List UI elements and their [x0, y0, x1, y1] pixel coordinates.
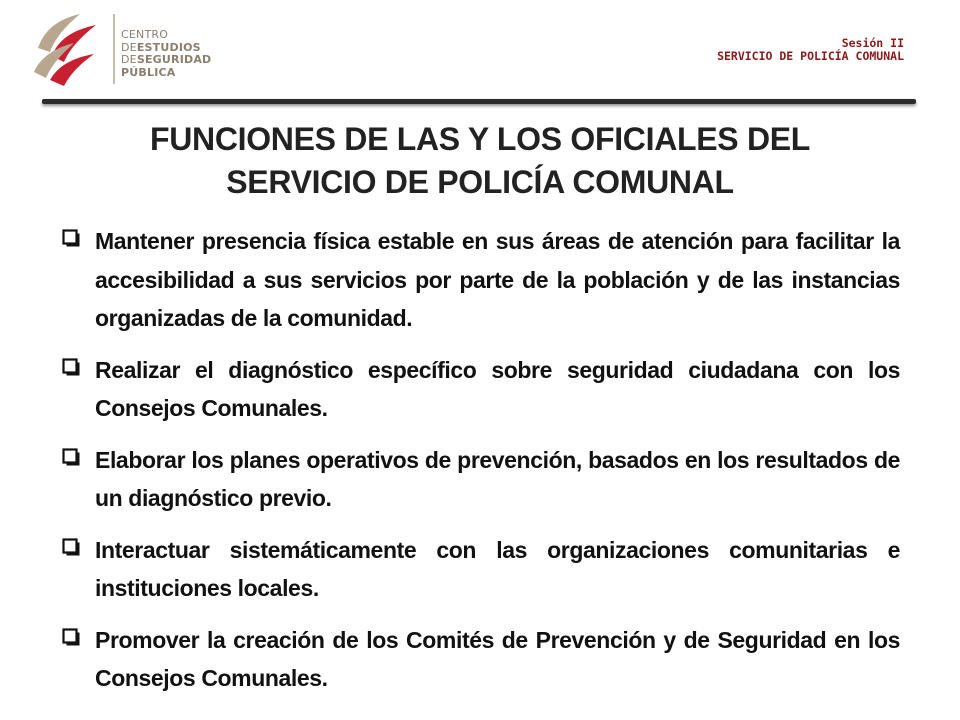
page-title-line-1: FUNCIONES DE LAS Y LOS OFICIALES DEL: [149, 121, 811, 157]
list-item: [62, 351, 900, 428]
list-item: [62, 441, 900, 518]
institution-logo: [28, 10, 228, 90]
list-item-text: Elaborar los planes operativos de prevención, basados en los resultados de un diagnóstico previo.: [95, 446, 900, 511]
logo-line-estudios: ESTUDIOS: [136, 40, 201, 54]
list-item: [62, 621, 900, 698]
session-label: Sesión II: [841, 36, 904, 50]
checkbox-bullet-icon: [62, 628, 80, 646]
list-item-text: Mantener presencia física estable en sus áreas de atención para facilitar la accesibilidad a sus servicios por parte de la población y de las instancias organizadas de la comunidad.: [95, 228, 900, 331]
checkbox-bullet-icon: [62, 538, 80, 556]
list-item-text: Interactuar sistemáticamente con las organizaciones comunitarias e instituciones locales.: [95, 536, 900, 601]
header-divider: [42, 99, 916, 104]
logo-line-de-1: DE: [121, 40, 137, 54]
logo-line-centro: CENTRO: [121, 28, 169, 41]
list-item-text: Promover la creación de los Comités de Prevención y de Seguridad en los Consejos Comunales.: [95, 626, 900, 691]
list-item: [62, 531, 900, 608]
functions-list: [62, 222, 900, 711]
logo-line-seguridad: SEGURIDAD: [136, 53, 212, 66]
logo-mark-icon: [28, 10, 120, 90]
checkbox-bullet-icon: [62, 358, 80, 376]
page-title: [60, 118, 900, 204]
session-subtitle: SERVICIO DE POLICÍA COMUNAL: [717, 49, 904, 63]
session-header: [717, 37, 904, 63]
logo-line-publica: PÚBLICA: [121, 65, 176, 79]
page-title-line-2: SERVICIO DE POLICÍA COMUNAL: [226, 164, 734, 200]
logo-divider: [113, 14, 115, 84]
logo-text: [121, 29, 211, 79]
logo-line-de-2: DE: [121, 53, 137, 66]
checkbox-bullet-icon: [62, 229, 80, 247]
list-item-text: Realizar el diagnóstico específico sobre seguridad ciudadana con los Consejos Comunales.: [95, 356, 900, 421]
list-item: [62, 222, 900, 338]
checkbox-bullet-icon: [62, 448, 80, 466]
